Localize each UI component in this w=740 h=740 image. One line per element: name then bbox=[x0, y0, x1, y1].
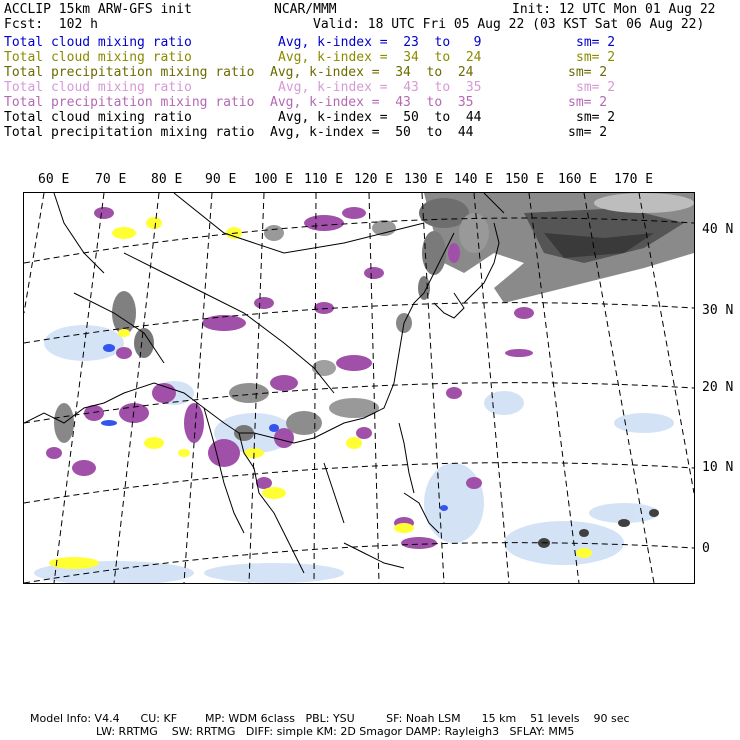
lon-label: 110 E bbox=[304, 172, 344, 187]
legend-avg: Avg, k-index = 43 to 35 bbox=[270, 95, 474, 110]
lon-label: 130 E bbox=[404, 172, 444, 187]
forecast-hour: Fcst: 102 h bbox=[4, 17, 98, 32]
lon-label: 150 E bbox=[505, 172, 545, 187]
lat-label: 20 N bbox=[702, 380, 734, 395]
physics-info-line: LW: RRTMG SW: RRTMG DIFF: simple KM: 2D Smagor DAMP: Rayleigh3 SFLAY: MM5 bbox=[96, 725, 575, 738]
lon-label: 100 E bbox=[254, 172, 294, 187]
lon-label: 70 E bbox=[95, 172, 127, 187]
lon-label: 90 E bbox=[205, 172, 237, 187]
legend-field: Total precipitation mixing ratio bbox=[4, 95, 255, 110]
legend-avg: Avg, k-index = 43 to 35 bbox=[278, 80, 482, 95]
legend-avg: Avg, k-index = 34 to 24 bbox=[270, 65, 474, 80]
lon-label: 60 E bbox=[38, 172, 70, 187]
valid-time: Valid: 18 UTC Fri 05 Aug 22 (03 KST Sat 06 Aug 22) bbox=[313, 17, 705, 32]
model-info-line: Model Info: V4.4 CU: KF MP: WDM 6class PBL: YSU SF: Noah LSM 15 km 51 levels 90 sec bbox=[30, 712, 630, 725]
lon-label: 160 E bbox=[558, 172, 598, 187]
map-panel bbox=[23, 192, 695, 584]
lon-label: 140 E bbox=[454, 172, 494, 187]
lat-label: 40 N bbox=[702, 222, 734, 237]
legend-field: Total precipitation mixing ratio bbox=[4, 125, 255, 140]
legend-sm: sm= 2 bbox=[568, 95, 608, 110]
legend-avg: Avg, k-index = 34 to 24 bbox=[278, 50, 482, 65]
legend-field: Total cloud mixing ratio bbox=[4, 35, 192, 50]
legend-avg: Avg, k-index = 23 to 9 bbox=[278, 35, 482, 50]
lat-label: 10 N bbox=[702, 460, 734, 475]
lon-label: 120 E bbox=[354, 172, 394, 187]
lat-label: 0 bbox=[702, 541, 710, 556]
legend-field: Total cloud mixing ratio bbox=[4, 110, 192, 125]
legend-avg: Avg, k-index = 50 to 44 bbox=[278, 110, 482, 125]
lon-label: 170 E bbox=[614, 172, 654, 187]
forecast-map bbox=[24, 193, 694, 583]
lon-label: 80 E bbox=[151, 172, 183, 187]
lat-label: 30 N bbox=[702, 303, 734, 318]
legend-field: Total cloud mixing ratio bbox=[4, 50, 192, 65]
model-title: ACCLIP 15km ARW-GFS init bbox=[4, 2, 192, 17]
legend-sm: sm= 2 bbox=[576, 35, 616, 50]
legend-avg: Avg, k-index = 50 to 44 bbox=[270, 125, 474, 140]
legend-sm: sm= 2 bbox=[568, 125, 608, 140]
legend-sm: sm= 2 bbox=[576, 80, 616, 95]
legend-field: Total precipitation mixing ratio bbox=[4, 65, 255, 80]
init-time: Init: 12 UTC Mon 01 Aug 22 bbox=[512, 2, 716, 17]
legend-sm: sm= 2 bbox=[568, 65, 608, 80]
center-label: NCAR/MMM bbox=[274, 2, 337, 17]
legend-sm: sm= 2 bbox=[576, 50, 616, 65]
legend-field: Total cloud mixing ratio bbox=[4, 80, 192, 95]
legend-sm: sm= 2 bbox=[576, 110, 616, 125]
